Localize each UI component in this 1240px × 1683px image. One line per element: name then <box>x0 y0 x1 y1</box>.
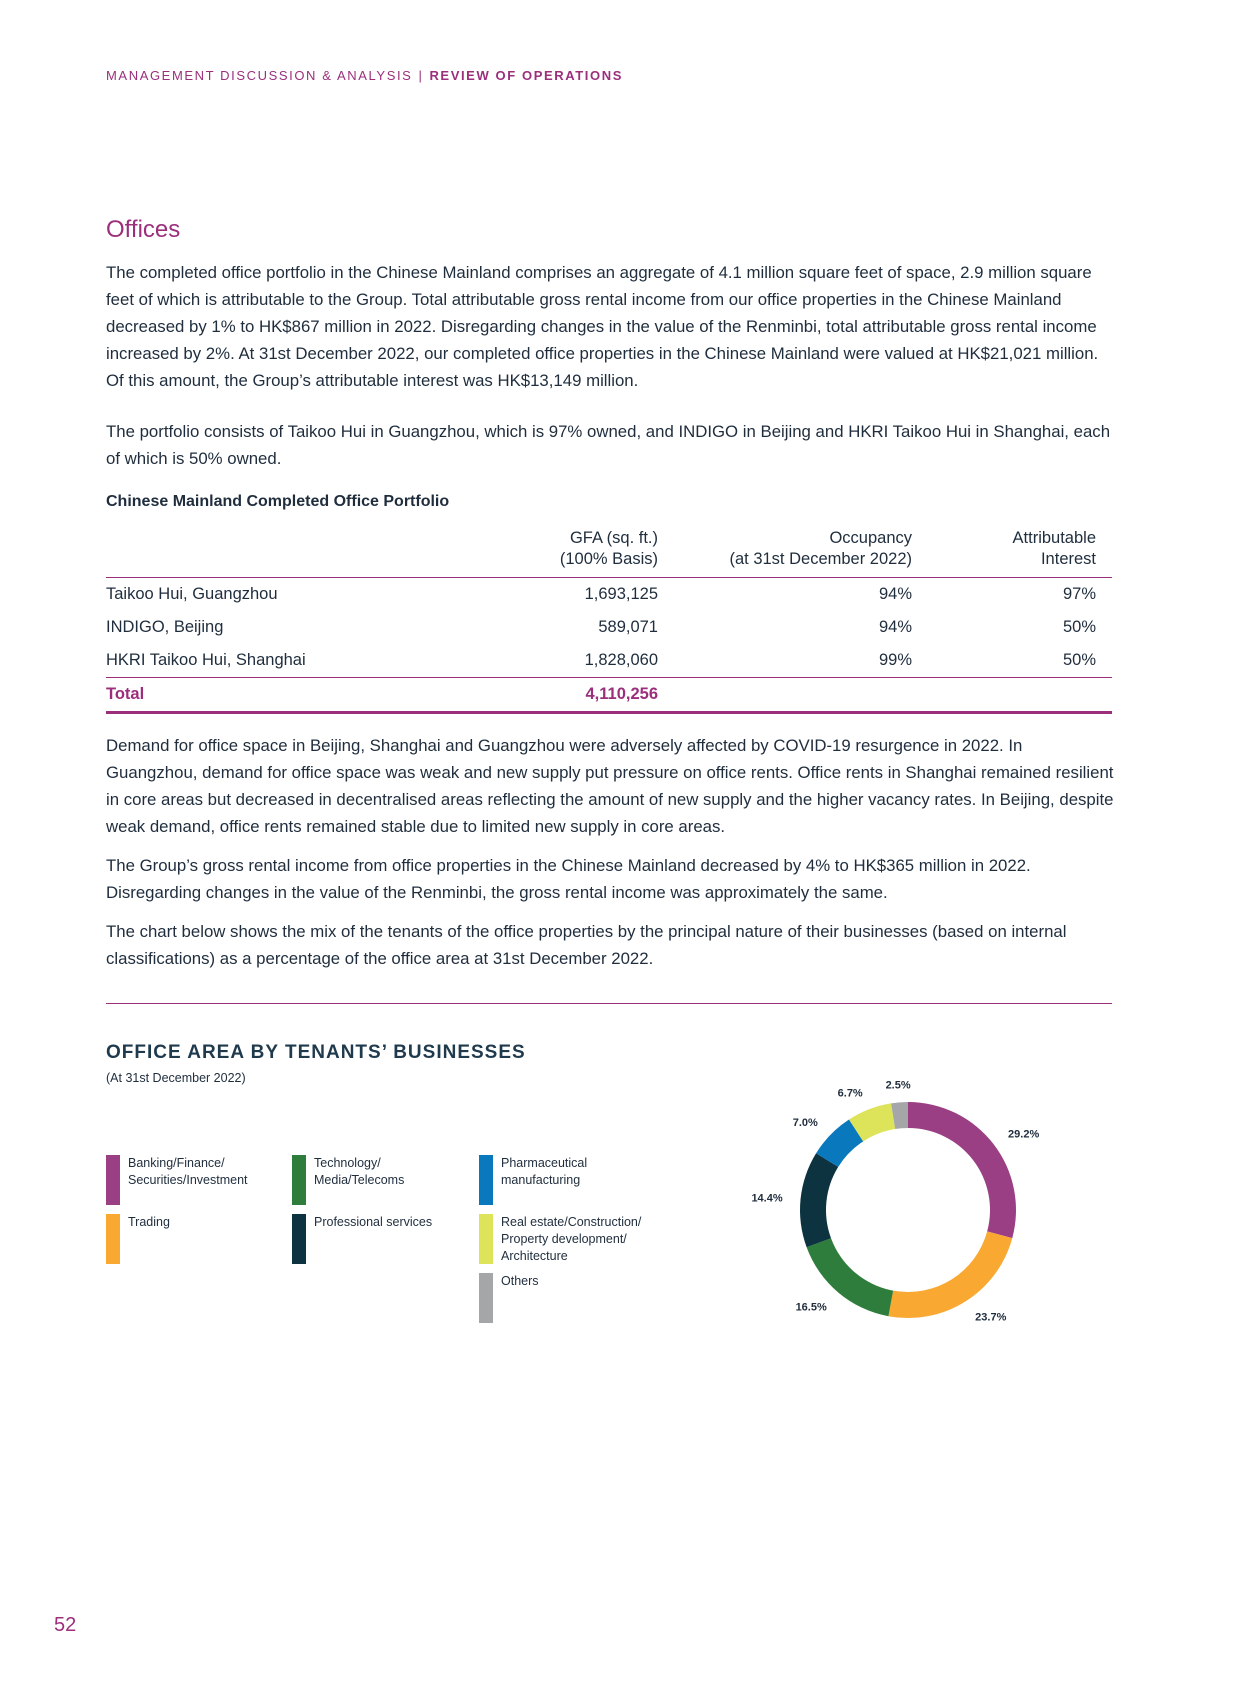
paragraph-chart-intro: The chart below shows the mix of the tenants of the office properties by the principal nature of their businesses (based on internal classifications) as a percentage of the office area at 31st December 2022. <box>106 922 1067 968</box>
page-number: 52 <box>54 1614 77 1636</box>
paragraph-demand: Demand for office space in Beijing, Shanghai and Guangzhou were adversely affected by COVID-19 resurgence in 2022. In Guangzhou, demand for office space was weak and new supply put pressure on office rents. Office rents in Shanghai remained resilient in core areas but decreased in decentralised areas reflecting the amount of new supply and the higher vacancy rates. In Beijing, despite weak demand, office rents remained stable due to limited new supply in core areas. <box>106 736 1114 836</box>
property-interest: 50% <box>1062 618 1096 636</box>
donut-slice <box>908 1102 1016 1238</box>
legend-label: Trading <box>128 1215 170 1229</box>
chart-subtitle: (At 31st December 2022) <box>106 1071 246 1085</box>
property-gfa: 1,828,060 <box>584 651 658 669</box>
slice-value-label: 29.2% <box>1008 1128 1040 1141</box>
chart-title: OFFICE AREA BY TENANTS’ BUSINESSES <box>106 1042 526 1063</box>
property-occupancy: 94% <box>878 618 912 636</box>
legend-label: Professional services <box>314 1215 433 1229</box>
legend-label: Banking/Finance/ Securities/Investment <box>128 1156 248 1187</box>
legend-swatch <box>479 1155 493 1205</box>
table-row <box>106 578 1112 612</box>
portfolio-table <box>106 524 1112 714</box>
total-empty-interest <box>928 678 1112 713</box>
paragraph-ownership: The portfolio consists of Taikoo Hui in Guangzhou, which is 97% owned, and INDIGO in Beijing and HKRI Taikoo Hui in Shanghai, each of which is 50% owned. <box>106 422 1111 468</box>
legend-label: Real estate/Construction/ Property development/ Architecture <box>501 1215 642 1263</box>
table-title: Chinese Mainland Completed Office Portfolio <box>106 493 450 510</box>
legend-label: Pharmaceutical manufacturing <box>501 1156 588 1187</box>
donut-slice <box>888 1231 1012 1318</box>
section-title: Offices <box>106 216 181 243</box>
total-gfa: 4,110,256 <box>440 678 674 713</box>
donut-slice <box>800 1153 838 1247</box>
property-interest: 97% <box>1062 585 1096 603</box>
property-gfa: 589,071 <box>598 618 658 636</box>
table-row <box>106 611 1112 644</box>
property-gfa: 1,693,125 <box>584 585 658 603</box>
property-interest: 50% <box>1062 651 1096 669</box>
slice-value-label: 16.5% <box>795 1301 827 1314</box>
table-header-row <box>106 524 1112 578</box>
header-subsection: REVIEW OF OPERATIONS <box>429 68 623 83</box>
table-row <box>106 644 1112 678</box>
legend-swatch <box>479 1273 493 1323</box>
slice-value-label: 7.0% <box>792 1117 818 1130</box>
legend-label: Technology/ Media/Telecoms <box>314 1156 405 1187</box>
slice-value-label: 23.7% <box>975 1311 1007 1324</box>
legend-swatch <box>106 1155 120 1205</box>
running-header <box>106 68 623 83</box>
slice-value-label: 6.7% <box>837 1087 863 1100</box>
property-name: INDIGO, Beijing <box>106 618 224 636</box>
property-name: HKRI Taikoo Hui, Shanghai <box>106 651 306 669</box>
header-occupancy: Occupancy (at 31st December 2022) <box>674 524 928 578</box>
total-label: Total <box>106 678 440 713</box>
paragraph-portfolio: The completed office portfolio in the Chinese Mainland comprises an aggregate of 4.1 million square feet of space, 2.9 million square feet of which is attributable to the Group. Total attributable gross rental income from our office properties in the Chinese Mainland decreased by 1% to HK$867 million in 2022. Disregarding changes in the value of the Renminbi, total attributable gross rental income increased by 2%. At 31st December 2022, our completed office properties in the Chinese Mainland were valued at HK$21,021 million. Of this amount, the Group’s attributable interest was HK$13,149 million. <box>106 263 1099 390</box>
header-gfa: GFA (sq. ft.) (100% Basis) <box>440 524 674 578</box>
header-section: MANAGEMENT DISCUSSION & ANALYSIS <box>106 68 413 83</box>
property-occupancy: 99% <box>878 651 912 669</box>
total-empty-occupancy <box>674 678 928 713</box>
legend-swatch <box>479 1214 493 1264</box>
section-divider <box>106 1003 1112 1004</box>
legend-label: Others <box>501 1274 539 1288</box>
header-separator: | <box>418 68 424 83</box>
legend-swatch <box>106 1214 120 1264</box>
slice-value-label: 2.5% <box>885 1079 911 1092</box>
paragraph-income: The Group’s gross rental income from office properties in the Chinese Mainland decreased by 4% to HK$365 million in 2022. Disregarding changes in the value of the Renminbi, the gross rental income was approximately the same. <box>106 856 1031 902</box>
table-total-row <box>106 678 1112 713</box>
legend-swatch <box>292 1214 306 1264</box>
property-occupancy: 94% <box>878 585 912 603</box>
legend-swatch <box>292 1155 306 1205</box>
property-name: Taikoo Hui, Guangzhou <box>106 585 278 603</box>
header-interest: Attributable Interest <box>928 524 1112 578</box>
donut-chart <box>751 1079 1060 1340</box>
slice-value-label: 14.4% <box>751 1192 783 1205</box>
header-property <box>106 524 440 578</box>
